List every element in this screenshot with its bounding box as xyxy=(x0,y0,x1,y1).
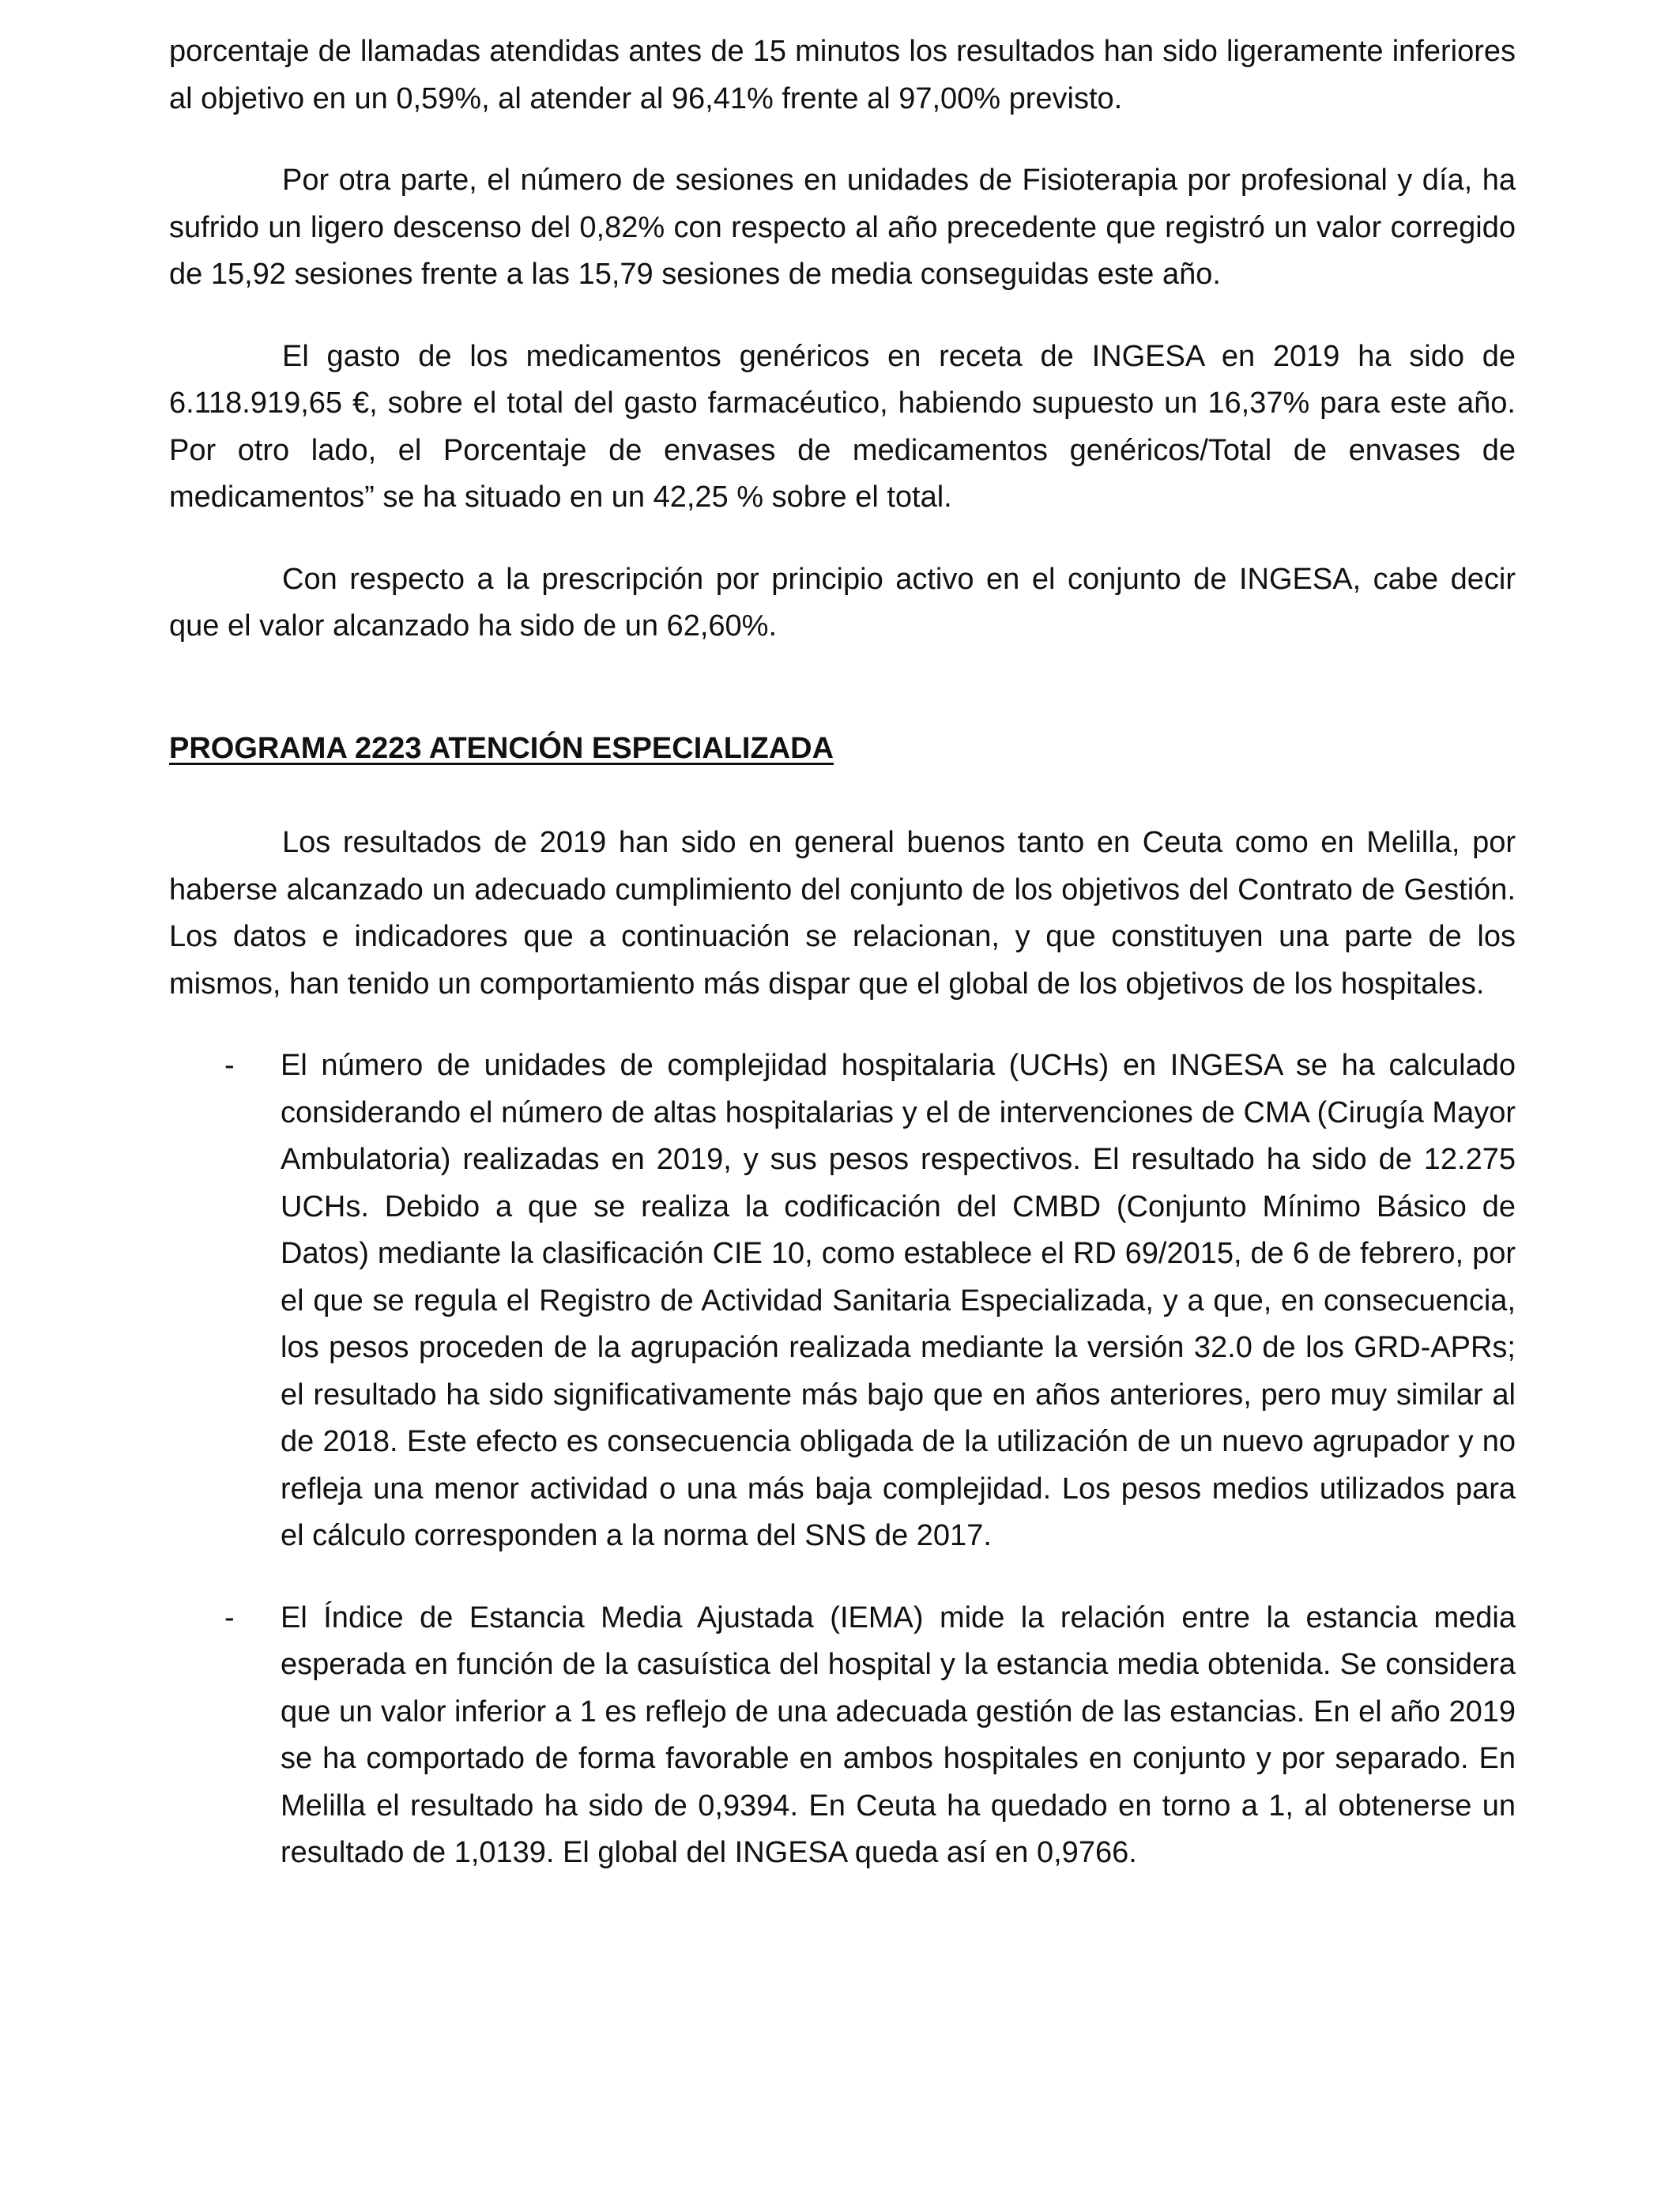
document-body xyxy=(169,28,1516,1877)
paragraph-active-ingredient: Con respecto a la prescripción por principio activo en el conjunto de INGESA, cabe decir que el valor alcanzado ha sido de un 62,60%. xyxy=(169,562,1516,643)
paragraph-specialized-care: Los resultados de 2019 han sido en general buenos tanto en Ceuta como en Melilla, por haberse alcanzado un adecuado cumplimiento del conjunto de los objetivos del Contrato de Gestión. Los datos e indicadores que a continuación se relacionan, y que constituyen una parte de los mismos, han tenido un comportamiento más dispar que el global de los objetivos de los hospitales. xyxy=(169,826,1516,1001)
list-item xyxy=(169,1042,1516,1560)
paragraph-call-center: porcentaje de llamadas atendidas antes de 15 minutos los resultados han sido ligeramente inferiores al objetivo en un 0,59%, al atender al 96,41% frente al 97,00% previsto. xyxy=(169,35,1516,115)
paragraph-generic-drugs: El gasto de los medicamentos genéricos en receta de INGESA en 2019 ha sido de 6.118.919,65 €, sobre el total del gasto farmacéutico, habiendo supuesto un 16,37% para este año. Por otro lado, el Porcentaje de envases de medicamentos genéricos/Total de envases de medicamentos” se ha situado en un 42,25 % sobre el total. xyxy=(169,339,1516,514)
list-item-text: El número de unidades de complejidad hospitalaria (UCHs) en INGESA se ha calculado considerando el número de altas hospitalarias y el de intervenciones de CMA (Cirugía Mayor Ambulatoria) realizadas en 2019, y sus pesos respectivos. El resultado ha sido de 12.275 UCHs. Debido a que se realiza la codificación del CMBD (Conjunto Mínimo Básico de Datos) mediante la clasificación CIE 10, como establece el RD 69/2015, de 6 de febrero, por el que se regula el Registro de Actividad Sanitaria Especializada, y a que, en consecuencia, los pesos proceden de la agrupación realizada mediante la versión 32.0 de los GRD-APRs; el resultado ha sido significativamente más bajo que en años anteriores, pero muy similar al de 2018. Este efecto es consecuencia obligada de la utilización de un nuevo agrupador y no refleja una menor actividad o una más baja complejidad. Los pesos medios utilizados para el cálculo corresponden a la norma del SNS de 2017. xyxy=(281,1049,1516,1552)
bullet-marker: - xyxy=(224,1049,235,1082)
section-heading: PROGRAMA 2223 ATENCIÓN ESPECIALIZADA xyxy=(169,731,834,765)
paragraph-physiotherapy: Por otra parte, el número de sesiones en unidades de Fisioterapia por profesional y día, ha sufrido un ligero descenso del 0,82% con respecto al año precedente que registró un valor corregido de 15,92 sesiones frente a las 15,79 sesiones de media conseguidas este año. xyxy=(169,164,1516,291)
bullet-marker: - xyxy=(224,1600,235,1634)
list-item-text: El Índice de Estancia Media Ajustada (IEMA) mide la relación entre la estancia media esperada en función de la casuística del hospital y la estancia media obtenida. Se considera que un valor inferior a 1 es reflejo de una adecuada gestión de las estancias. En el año 2019 se ha comportado de forma favorable en ambos hospitales en conjunto y por separado. En Melilla el resultado ha sido de 0,9394. En Ceuta ha quedado en torno a 1, al obtenerse un resultado de 1,0139. El global del INGESA queda así en 0,9766. xyxy=(281,1600,1516,1869)
list-item xyxy=(169,1595,1516,1877)
